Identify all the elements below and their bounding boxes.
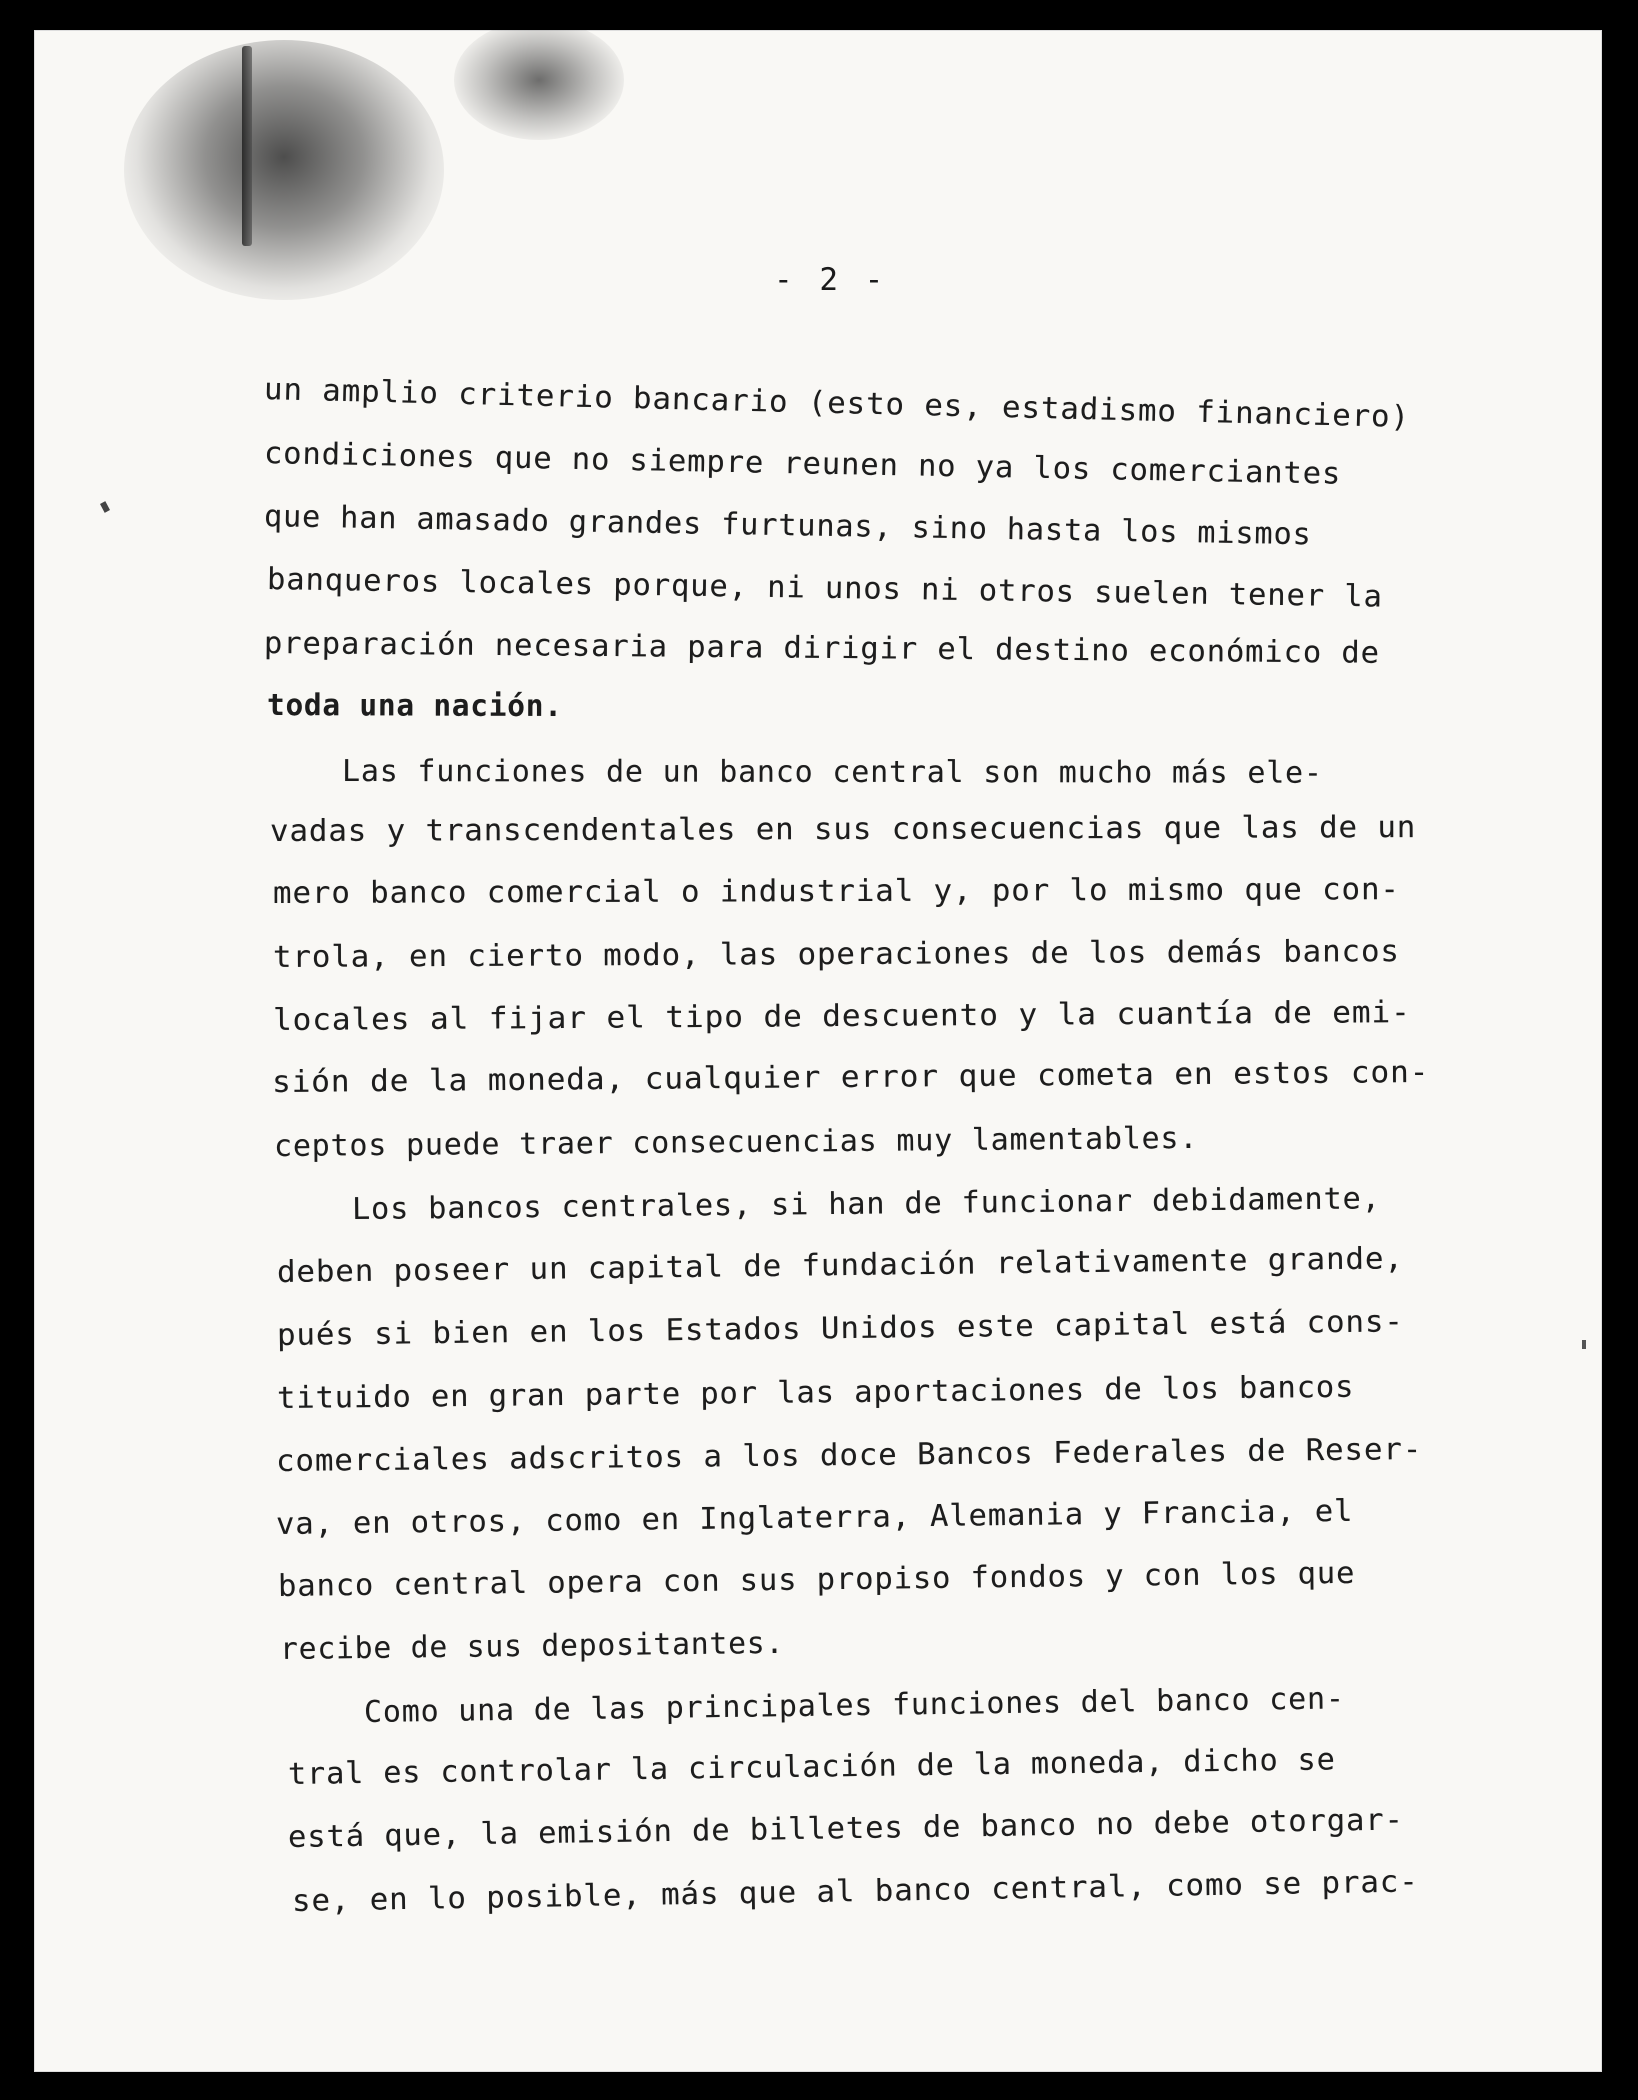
text-line: que han amasado grandes furtunas, sino hasta los mismos bbox=[263, 499, 1312, 553]
text-line: trola, en cierto modo, las operaciones de los demás bancos bbox=[272, 934, 1400, 975]
text-line: locales al fijar el tipo de descuento y la cuantía de emi- bbox=[272, 995, 1411, 1038]
staple-mark bbox=[242, 46, 252, 246]
text-line: Como una de las principales funciones del banco cen- bbox=[363, 1681, 1345, 1730]
text-line: sión de la moneda, cualquier error que cometa en estos con- bbox=[271, 1054, 1430, 1100]
text-line: preparación necesaria para dirigir el destino económico de bbox=[263, 626, 1380, 671]
text-line: Los bancos centrales, si han de funcionar debidamente, bbox=[351, 1181, 1381, 1227]
text-line: comerciales adscritos a los doce Bancos Federales de Reser- bbox=[275, 1431, 1423, 1479]
stray-mark bbox=[1582, 1340, 1586, 1349]
text-line: ceptos puede traer consecuencias muy lamentables. bbox=[273, 1120, 1199, 1164]
stray-mark bbox=[100, 501, 110, 513]
document-page bbox=[34, 30, 1602, 2072]
ink-smudge bbox=[124, 40, 444, 300]
text-line: condiciones que no siempre reunen no ya los comerciantes bbox=[263, 436, 1342, 492]
text-line: banco central opera con sus propiso fondos y con los que bbox=[277, 1555, 1356, 1604]
text-line: deben poseer un capital de fundación relativamente grande, bbox=[276, 1241, 1404, 1290]
text-line: va, en otros, como en Inglaterra, Alemania y Francia, el bbox=[275, 1493, 1354, 1542]
page-number: - 2 - bbox=[774, 262, 888, 298]
text-line: Las funciones de un banco central son mucho más ele- bbox=[341, 754, 1323, 791]
text-line: recibe de sus depositantes. bbox=[279, 1625, 785, 1667]
text-line: un amplio criterio bancario (esto es, estadismo financiero) bbox=[263, 372, 1411, 435]
text-line: tral es controlar la circulación de la moneda, dicho se bbox=[287, 1742, 1336, 1792]
text-line: banqueros locales porque, ni unos ni otros suelen tener la bbox=[266, 562, 1383, 615]
text-line: se, en lo posible, más que al banco central, como se prac- bbox=[291, 1864, 1419, 1919]
text-line: pués si bien en los Estados Unidos este capital está cons- bbox=[276, 1304, 1404, 1353]
text-line: vadas y transcendentales en sus consecuencias que las de un bbox=[269, 809, 1417, 849]
text-line: tituido en gran parte por las aportaciones de los bancos bbox=[276, 1369, 1355, 1416]
text-line: toda una nación. bbox=[266, 688, 563, 725]
ink-smudge bbox=[454, 30, 624, 140]
text-line: está que, la emisión de billetes de banco no debe otorgar- bbox=[287, 1802, 1404, 1855]
text-line: mero banco comercial o industrial y, por lo mismo que con- bbox=[272, 872, 1400, 911]
